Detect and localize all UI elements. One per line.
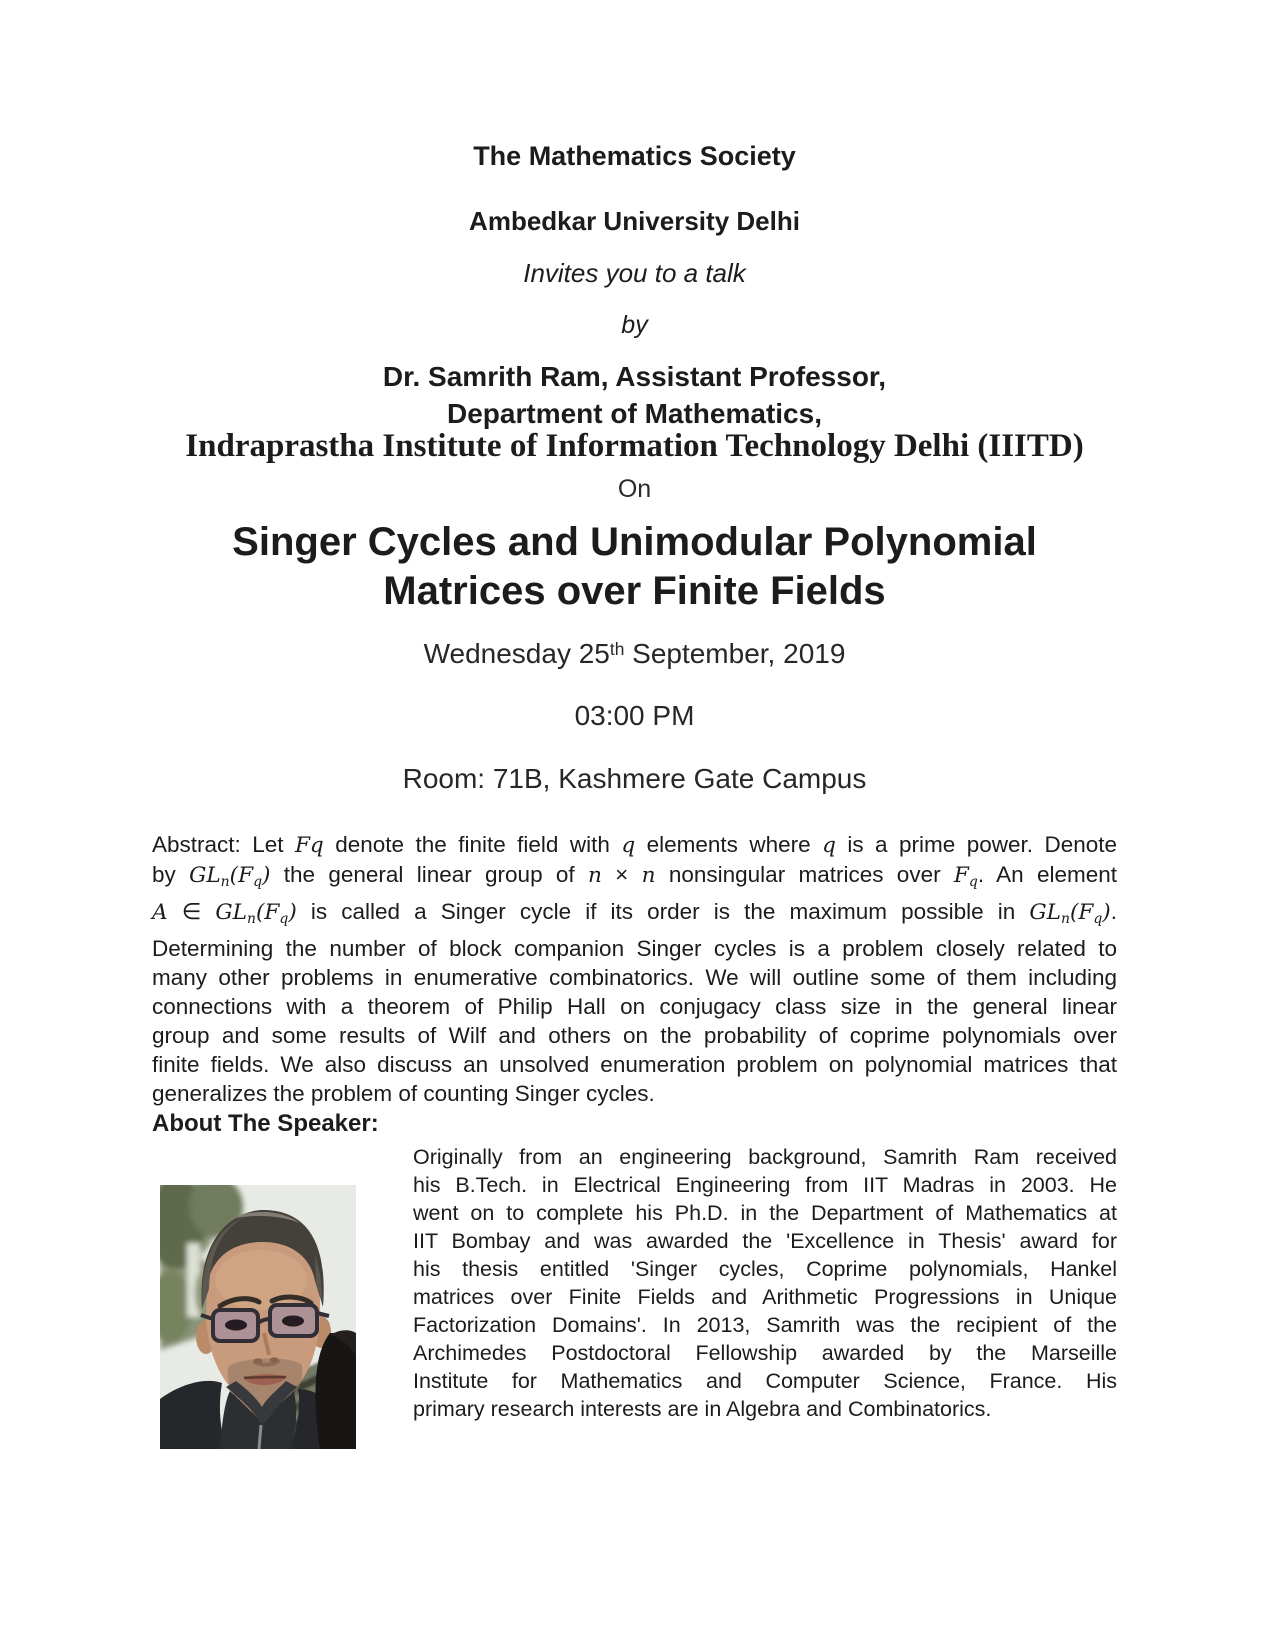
abstract-line: A ∈ GLn(Fq) is called a Singer cycle if its order is the maximum possible in GLn(Fq).: [152, 898, 1117, 927]
abstract-line: Determining the number of block companion Singer cycles is a problem closely related to: [152, 935, 1117, 961]
speaker-dept-line: Department of Mathematics,: [447, 398, 822, 429]
speaker-photo: [160, 1185, 356, 1449]
abstract-paragraph: [152, 830, 1117, 1108]
speaker-name-block: [152, 358, 1117, 432]
invitation-line: Invites you to a talk: [523, 258, 746, 288]
bio-line: Factorization Domains'. In 2013, Samrith was the recipient of the: [413, 1313, 1117, 1337]
talk-date: Wednesday 25th September, 2019: [423, 638, 846, 669]
university-name: Ambedkar University Delhi: [469, 206, 800, 236]
speaker-photo-image: [160, 1185, 356, 1449]
abstract-line: many other problems in enumerative combinatorics. We will outline some of them including: [152, 964, 1117, 990]
abstract-line: group and some results of Wilf and others on the probability of coprime polynomials over: [152, 1022, 1117, 1048]
bio-line: his B.Tech. in Electrical Engineering from IIT Madras in 2003. He: [413, 1173, 1117, 1197]
on-line: On: [617, 475, 652, 503]
abstract-line: Abstract: Let Fq denote the finite field with q elements where q is a prime power. Denote: [152, 832, 1118, 858]
by-line: by: [621, 311, 648, 339]
abstract-line: connections with a theorem of Philip Hall on conjugacy class size in the general linear: [152, 993, 1117, 1019]
bio-line: Originally from an engineering background, Samrith Ram received: [413, 1145, 1117, 1169]
bio-line: primary research interests are in Algebra and Combinatorics.: [413, 1397, 992, 1421]
society-title: The Mathematics Society: [473, 141, 796, 171]
speaker-institute-line: Indraprastha Institute of Information Technology Delhi (IIITD): [185, 428, 1084, 464]
speaker-bio: [413, 1143, 1117, 1423]
talk-time: 03:00 PM: [574, 700, 695, 731]
bio-line: Archimedes Postdoctoral Fellowship awarded by the Marseille: [413, 1341, 1117, 1365]
abstract-line: generalizes the problem of counting Singer cycles.: [152, 1080, 655, 1106]
talk-title: [152, 518, 1117, 616]
bio-line: his thesis entitled 'Singer cycles, Coprime polynomials, Hankel: [413, 1257, 1117, 1281]
talk-title-line1: Singer Cycles and Unimodular Polynomial: [232, 520, 1037, 564]
talk-title-line2: Matrices over Finite Fields: [383, 569, 886, 613]
about-speaker-heading: About The Speaker:: [152, 1110, 379, 1137]
bio-line: Institute for Mathematics and Computer Science, France. His: [413, 1369, 1117, 1393]
bio-line: matrices over Finite Fields and Arithmetic Progressions in Unique: [413, 1285, 1117, 1309]
bio-line: went on to complete his Ph.D. in the Department of Mathematics at: [413, 1201, 1117, 1225]
bio-line: IIT Bombay and was awarded the 'Excellence in Thesis' award for: [413, 1229, 1117, 1253]
abstract-line: by GLn(Fq) the general linear group of n × n nonsingular matrices over Fq. An element: [152, 862, 1117, 890]
talk-venue: Room: 71B, Kashmere Gate Campus: [402, 763, 867, 794]
abstract-line: finite fields. We also discuss an unsolved enumeration problem on polynomial matrices that: [152, 1051, 1117, 1077]
speaker-name-line: Dr. Samrith Ram, Assistant Professor,: [382, 361, 887, 392]
